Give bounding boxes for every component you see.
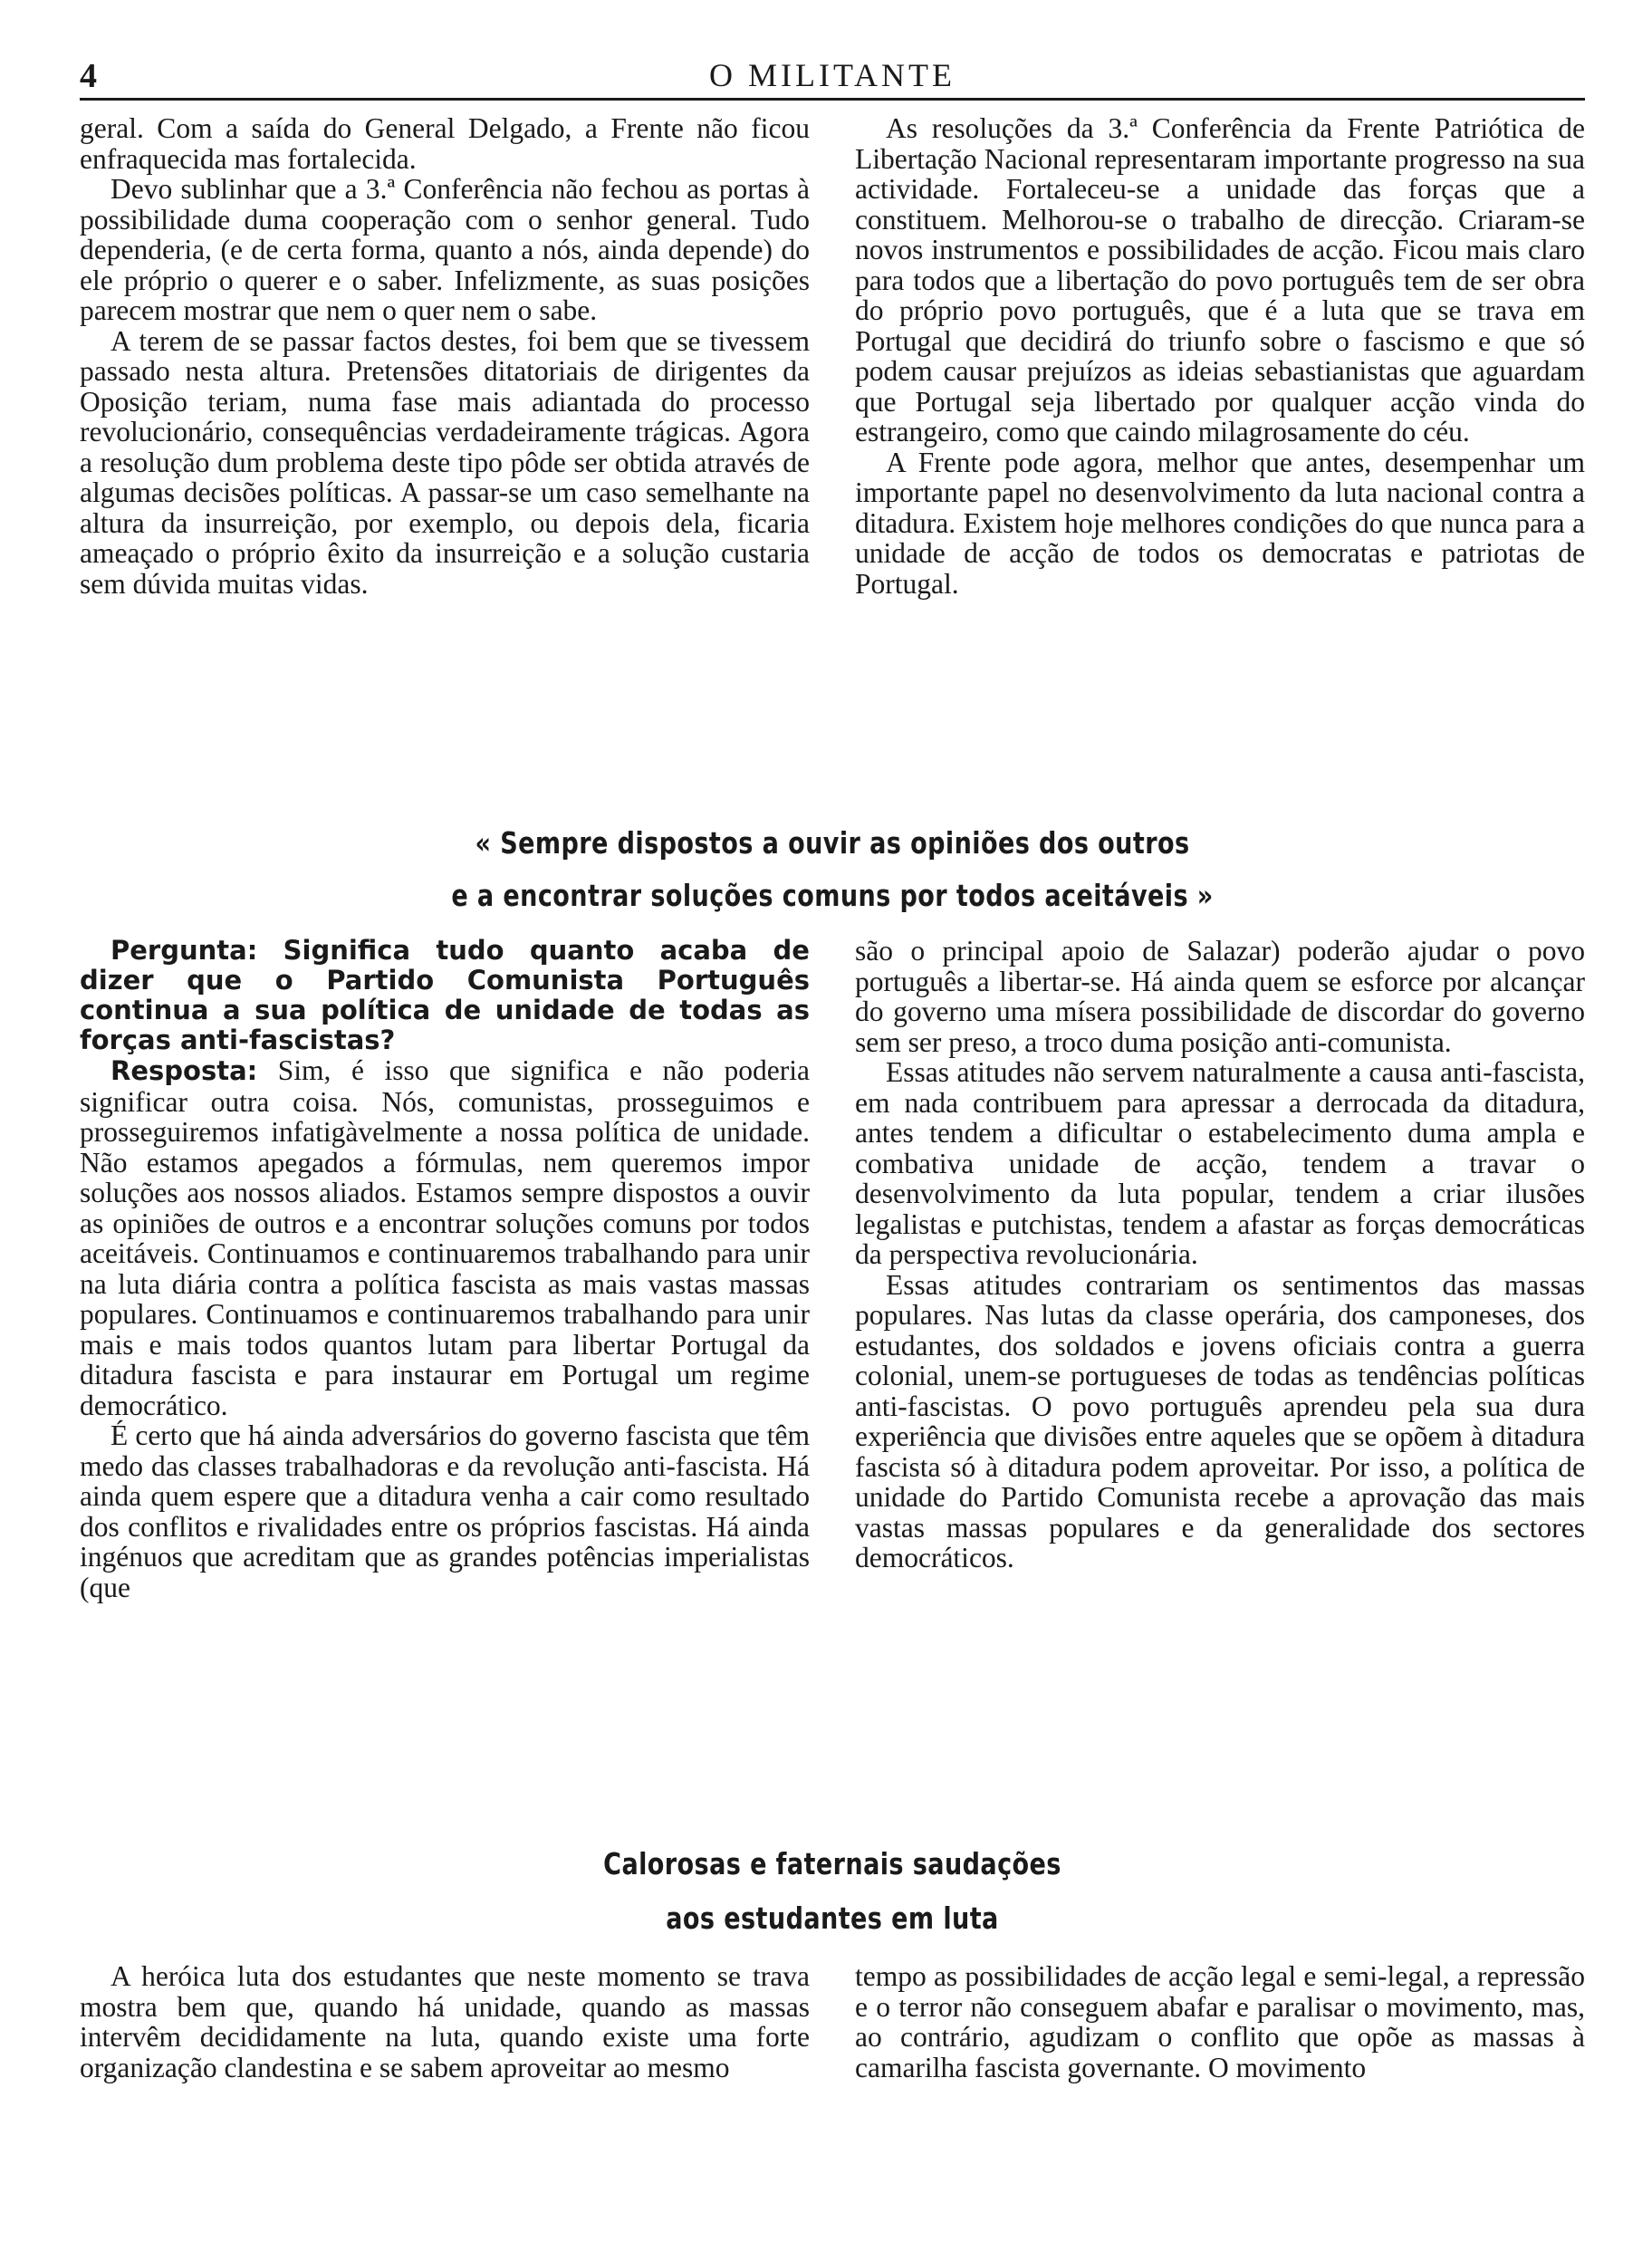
interview-article [80,936,1585,1811]
top-article [80,113,1585,802]
paragraph: É certo que há ainda adversários do governo fascista que têm medo das classes trabalhadoras e da revolução anti-fascista. Há ainda quem espere que a ditadura venha a cair como resultado dos conflitos e rivalidades entre os próprios fascistas. Há ainda ingénuos que acreditam que as grandes potências imperialistas (que [80,1419,810,1603]
interview-right-column [855,936,1585,1811]
paragraph: tempo as possibilidades de acção legal e semi-legal, a repressão e o terror não conseguem abafar e paralisar o movimento, mas, ao contrário, agudizam o conflito que opõe as massas à camarilha fascista governante. O movimento [855,1960,1585,2083]
paragraph: A Frente pode agora, melhor que antes, desempenhar um importante papel no desenvolvimento da luta nacional contra a ditadura. Existem hoje melhores condições do que nunca para a unidade de acção de todos os democratas e patriotas de Portugal. [855,446,1585,600]
paragraph: A terem de se passar factos destes, foi bem que se tivessem passado nesta altura. Pretensões ditatoriais de dirigentes da Oposição teriam, numa fase mais adiantada do processo revolucionário, consequências verdadeiramente trágicas. Agora a resolução dum problema deste tipo pôde ser obtida através de algumas decisões políticas. A passar-se um caso semelhante na altura da insurreição, por exemplo, ou depois dela, ficaria ameaçado o próprio êxito da insurreição e a solução custaria sem dúvida muitas vidas. [80,324,810,600]
students-left-column [80,1961,810,2142]
paragraph: Essas atitudes não servem naturalmente a causa anti-fascista, em nada contribuem para apressar a derrocada da ditadura, antes tendem a dificultar o estabelecimento duma ampla e combativa unidade de acção, tendem a travar o desenvolvimento da luta popular, tendem a criar ilusões legalistas e putchistas, tendem a afastar as forças democráticas da perspectiva revolucionária. [855,1056,1585,1270]
students-heading-line-2: aos estudantes em luta [666,1900,999,1936]
interview-left-column [80,936,810,1811]
answer [80,1055,810,1420]
answer-label: Resposta: [110,1055,258,1086]
paragraph: geral. Com a saída do General Delgado, a Frente não ficou enfraquecida mas fortalecida. [80,112,810,175]
interview-heading-line-2: e a encontrar soluções comuns por todos aceitáveis » [451,878,1214,913]
question-label: Pergunta: [110,935,258,966]
newspaper-title: O MILITANTE [708,57,956,93]
students-right-column [855,1961,1585,2142]
top-right-column [855,113,1585,802]
paragraph: são o principal apoio de Salazar) poderão ajudar o povo português a libertar-se. Há ainda quem se esforce por alcançar do governo uma mísera possibilidade de discordar do governo sem ser preso, a troco duma posição anti-comunista. [855,935,1585,1058]
interview-heading-line-1: « Sempre dispostos a ouvir as opiniões dos outros [475,825,1190,861]
top-left-column [80,113,810,802]
question [80,936,810,1055]
answer-text: Sim, é isso que significa e não poderia significar outra coisa. Nós, comunistas, prosseguimos e prosseguiremos infatigàvelmente a nossa política de unidade. Não estamos apegados a fórmulas, nem queremos impor soluções aos nossos aliados. Estamos sempre dispostos a ouvir as opiniões de outros e a encontrar soluções comuns por todos aceitáveis. Continuamos e continuaremos trabalhando para unir na luta diária contra a política fascista as mais vastas massas populares. Continuamos e continuaremos trabalhando para unir mais e mais todos quantos lutam para libertar Portugal da ditadura fascista e para instaurar em Portugal um regime democrático. [80,1054,810,1421]
masthead [80,53,1585,101]
paragraph: As resoluções da 3.ª Conferência da Frente Patriótica de Libertação Nacional representaram importante progresso na sua actividade. Fortaleceu-se a unidade das forças que a constituem. Melhorou-se o trabalho de direcção. Criaram-se novos instrumentos e possibilidades de acção. Ficou mais claro para todos que a libertação do povo português tem de ser obra do próprio povo português, que é a luta que se trava em Portugal que decidirá do triunfo sobre o fascismo e que só podem causar prejuízos as ideias sebastianistas que aguardam que Portugal seja libertado por qualquer acção vinda do estrangeiro, como que caindo milagrosamente do céu. [855,112,1585,447]
students-article [80,1961,1585,2142]
question-text: Significa tudo quanto acaba de dizer que o Partido Comunista Português continua a sua política de unidade de todas as forças anti-fascistas? [80,935,810,1055]
newspaper-page [80,53,1585,2227]
students-heading-line-1: Calorosas e faternais saudações [603,1846,1061,1881]
page-number: 4 [80,57,97,95]
paragraph: Essas atitudes contrariam os sentimentos das massas populares. Nas lutas da classe operária, dos camponeses, dos estudantes, dos soldados e jovens oficiais contra a guerra colonial, unem-se portugueses de todas as tendências políticas anti-fascistas. O povo português aprendeu pela sua dura experiência que divisões entre aqueles que se opõem à ditadura fascista só à ditadura podem aproveitar. Por isso, a política de unidade do Partido Comunista recebe a aprovação das mais vastas massas populares e da generalidade dos sectores democráticos. [855,1268,1585,1573]
paragraph: A heróica luta dos estudantes que neste momento se trava mostra bem que, quando há unidade, quando as massas intervêm decididamente na luta, quando existe uma forte organização clandestina e se sabem aproveitar ao mesmo [80,1960,810,2083]
paragraph: Devo sublinhar que a 3.ª Conferência não fechou as portas à possibilidade duma cooperação com o senhor general. Tudo dependeria, (e de certa forma, quanto a nós, ainda depende) do ele próprio o querer e o saber. Infelizmente, as suas posições parecem mostrar que nem o quer nem o sabe. [80,173,810,326]
